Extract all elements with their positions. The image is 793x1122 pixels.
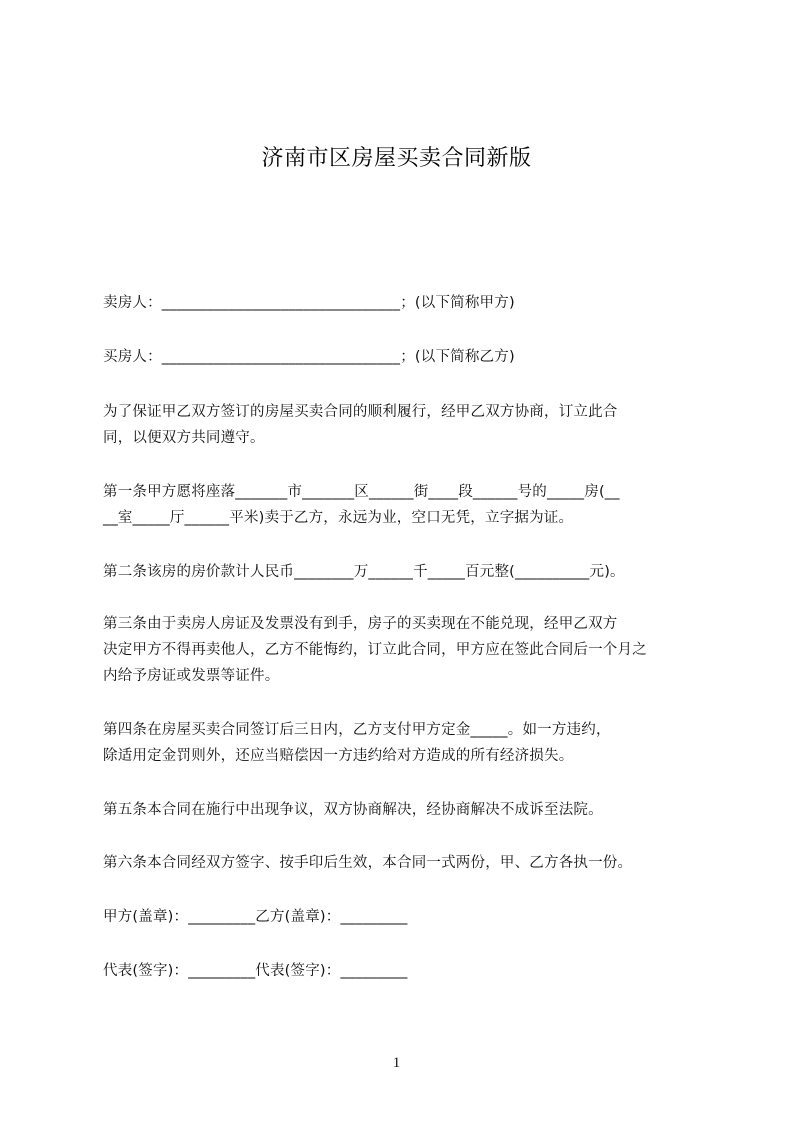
article-1-line-2: __室_____厅______平米)卖于乙方，永远为业，空口无凭，立字据为证。 bbox=[103, 510, 574, 526]
article-4-line-2: 除适用定金罚则外，还应当赔偿因一方违约给对方造成的所有经济损失。 bbox=[103, 748, 574, 764]
representative-signature-line: 代表(签字)：_________代表(签字)：_________ bbox=[103, 963, 408, 979]
article-3-line-1: 第三条由于卖房人房证及发票没有到手，房子的买卖现在不能兑现，经甲乙双方 bbox=[103, 616, 618, 632]
intro-line-2: 同，以便双方共同遵守。 bbox=[103, 430, 265, 446]
article-1-line-1: 第一条甲方愿将座落_______市_______区______街____段______号的_____房(__ bbox=[103, 484, 620, 500]
page-number: 1 bbox=[392, 1055, 401, 1071]
document-title: 济南市区房屋买卖合同新版 bbox=[261, 146, 532, 171]
article-5-line: 第五条本合同在施行中出现争议，双方协商解决，经协商解决不成诉至法院。 bbox=[103, 802, 603, 818]
article-3-line-2: 决定甲方不得再卖他人，乙方不能悔约，订立此合同，甲方应在签此合同后一个月之 bbox=[103, 642, 647, 658]
article-2-line: 第二条该房的房价款计人民币________万______千_____百元整(__________元)。 bbox=[103, 564, 625, 580]
article-3-line-3: 内给予房证或发票等证件。 bbox=[103, 668, 280, 684]
article-4-line-1: 第四条在房屋买卖合同签订后三日内，乙方支付甲方定金_____。如一方违约， bbox=[103, 722, 611, 738]
article-6-line: 第六条本合同经双方签字、按手印后生效，本合同一式两份，甲、乙方各执一份。 bbox=[103, 855, 633, 871]
seal-signature-line: 甲方(盖章)：_________乙方(盖章)：_________ bbox=[103, 909, 408, 925]
buyer-line: 买房人：________________________________；(以下简称乙方) bbox=[103, 349, 515, 365]
intro-line-1: 为了保证甲乙双方签订的房屋买卖合同的顺利履行，经甲乙双方协商，订立此合 bbox=[103, 404, 618, 420]
seller-line: 卖房人：________________________________；(以下简称甲方) bbox=[103, 295, 515, 311]
